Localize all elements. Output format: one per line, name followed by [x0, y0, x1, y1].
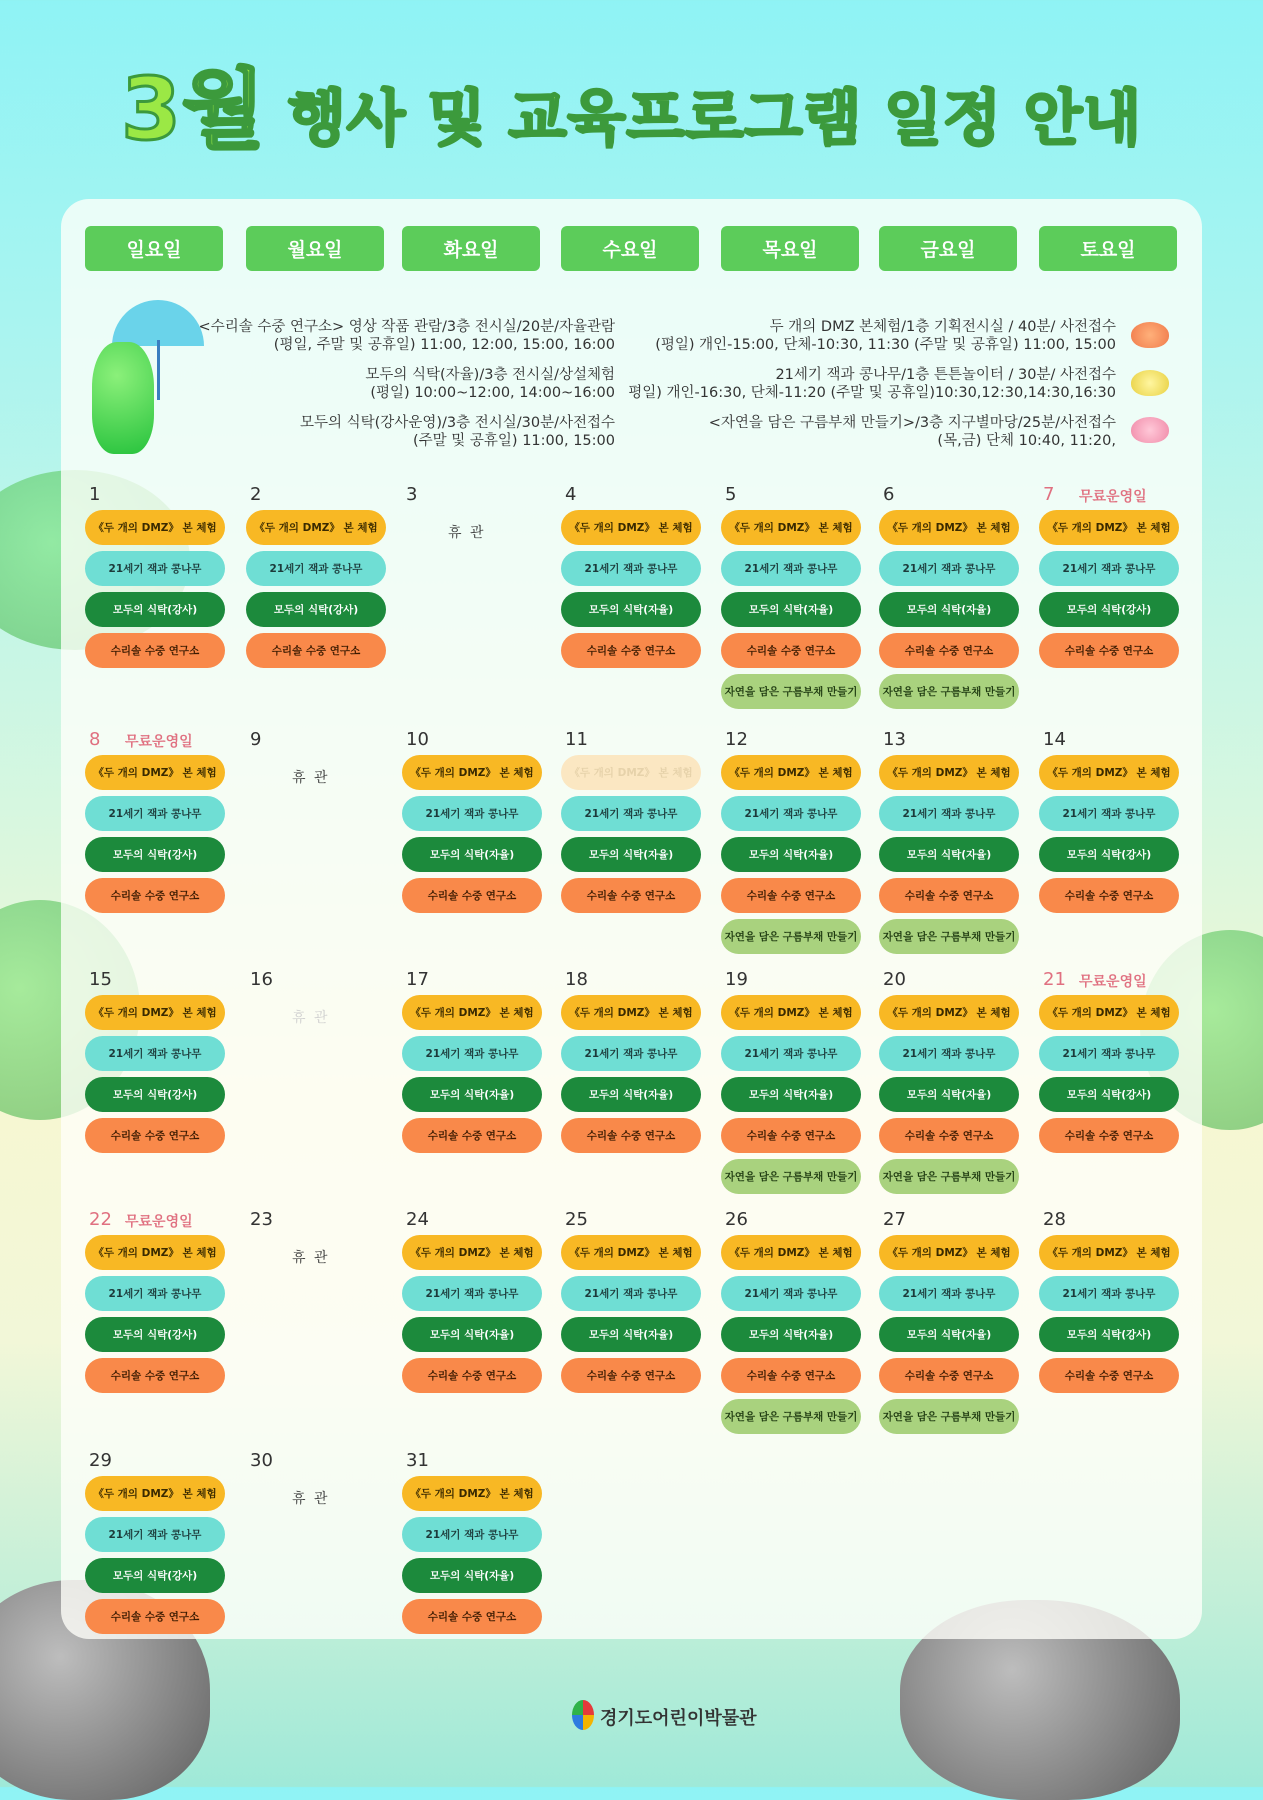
- event-dmz: 《두 개의 DMZ》 본 체험: [1039, 510, 1179, 545]
- info-dmz: 두 개의 DMZ 본체험/1층 기획전시실 / 40분/ 사전접수 (평일) 개인-15:00, 단체-10:30, 11:30 (주말 및 공휴일) 11:00, 15:00: [655, 319, 1116, 353]
- event-art: 수리솔 수중 연구소: [402, 1599, 542, 1634]
- date-number: 13: [883, 729, 906, 750]
- date-number: 2: [250, 484, 262, 505]
- event-art: 수리솔 수중 연구소: [402, 1358, 542, 1393]
- event-art: 수리솔 수중 연구소: [1039, 1118, 1179, 1153]
- info-table-self: 모두의 식탁(자율)/3층 전시실/상설체험 (평일) 10:00~12:00, 14:00~16:00: [365, 367, 615, 401]
- info-jack-beanstalk: 21세기 잭과 콩나무/1층 튼튼놀이터 / 30분/ 사전접수 평일) 개인-16:30, 단체-11:20 (주말 및 공휴일)10:30,12:30,14:30,16:30: [628, 367, 1116, 401]
- event-tree: 21세기 잭과 콩나무: [721, 551, 861, 586]
- museum-logo-icon: [572, 1700, 594, 1730]
- event-tree: 21세기 잭과 콩나무: [1039, 1276, 1179, 1311]
- event-tree: 21세기 잭과 콩나무: [561, 1036, 701, 1071]
- date-number: 6: [883, 484, 895, 505]
- event-dmz: 《두 개의 DMZ》 본 체험: [721, 1235, 861, 1270]
- date-number: 5: [725, 484, 737, 505]
- event-cloud: 자연을 담은 구름부채 만들기: [879, 919, 1019, 954]
- event-art: 수리솔 수중 연구소: [879, 878, 1019, 913]
- event-tree: 21세기 잭과 콩나무: [402, 796, 542, 831]
- event-art: 수리솔 수중 연구소: [246, 633, 386, 668]
- event-art: 수리솔 수중 연구소: [1039, 633, 1179, 668]
- date-number: 14: [1043, 729, 1066, 750]
- event-art: 수리솔 수중 연구소: [1039, 878, 1179, 913]
- event-table-self: 모두의 식탁(자율): [879, 592, 1019, 627]
- event-dmz: 《두 개의 DMZ》 본 체험: [402, 995, 542, 1030]
- event-table-instructor: 모두의 식탁(강사): [85, 592, 225, 627]
- event-tree: 21세기 잭과 콩나무: [1039, 1036, 1179, 1071]
- info-cloud-fan: <자연을 담은 구름부채 만들기>/3층 지구별마당/25분/사전접수 (목,금) 단체 10:40, 11:20,: [708, 415, 1116, 449]
- event-art: 수리솔 수중 연구소: [721, 878, 861, 913]
- event-dmz: 《두 개의 DMZ》 본 체험: [85, 1476, 225, 1511]
- event-dmz: 《두 개의 DMZ》 본 체험: [1039, 1235, 1179, 1270]
- event-dmz: 《두 개의 DMZ》 본 체험: [721, 755, 861, 790]
- umbrella-stick: [157, 340, 160, 400]
- date-number: 9: [250, 729, 262, 750]
- date-number: 16: [250, 969, 273, 990]
- event-cloud: 자연을 담은 구름부채 만들기: [879, 1399, 1019, 1434]
- museum-logo: 경기도어린이박물관: [600, 1708, 757, 1729]
- event-table-instructor: 모두의 식탁(강사): [85, 1317, 225, 1352]
- weekday-header: 금요일: [879, 226, 1017, 271]
- date-number: 23: [250, 1209, 273, 1230]
- event-dmz: 《두 개의 DMZ》 본 체험: [85, 1235, 225, 1270]
- event-table-self: 모두의 식탁(자율): [561, 837, 701, 872]
- event-dmz: 《두 개의 DMZ》 본 체험: [879, 1235, 1019, 1270]
- event-dmz: 《두 개의 DMZ》 본 체험: [85, 995, 225, 1030]
- date-number: 8: [89, 729, 101, 750]
- event-tree: 21세기 잭과 콩나무: [561, 796, 701, 831]
- event-dmz: 《두 개의 DMZ》 본 체험: [879, 510, 1019, 545]
- event-art: 수리솔 수중 연구소: [561, 1118, 701, 1153]
- lotus-orange-icon: [1131, 322, 1169, 348]
- event-dmz: 《두 개의 DMZ》 본 체험: [879, 755, 1019, 790]
- date-number: 19: [725, 969, 748, 990]
- event-tree: 21세기 잭과 콩나무: [85, 796, 225, 831]
- event-art: 수리솔 수중 연구소: [879, 633, 1019, 668]
- event-table-self: 모두의 식탁(자율): [561, 1317, 701, 1352]
- event-table-self: 모두의 식탁(자율): [402, 1077, 542, 1112]
- date-number: 24: [406, 1209, 429, 1230]
- event-tree: 21세기 잭과 콩나무: [721, 1276, 861, 1311]
- weekday-header: 토요일: [1039, 226, 1177, 271]
- date-number: 29: [89, 1450, 112, 1471]
- weekday-header: 화요일: [402, 226, 540, 271]
- free-day-label: 무료운영일: [125, 734, 193, 750]
- event-table-self: 모두의 식탁(자율): [721, 1317, 861, 1352]
- event-cloud: 자연을 담은 구름부채 만들기: [721, 674, 861, 709]
- event-art: 수리솔 수중 연구소: [402, 1118, 542, 1153]
- event-tree: 21세기 잭과 콩나무: [1039, 796, 1179, 831]
- event-dmz: 《두 개의 DMZ》 본 체험: [85, 510, 225, 545]
- event-dmz: 《두 개의 DMZ》 본 체험: [402, 755, 542, 790]
- event-dmz: 《두 개의 DMZ》 본 체험: [1039, 755, 1179, 790]
- title-text: 행사 및 교육프로그램 일정 안내: [265, 84, 1142, 154]
- closed-label: 휴 관: [448, 525, 486, 541]
- closed-label: 휴 관: [292, 1010, 330, 1026]
- event-tree: 21세기 잭과 콩나무: [1039, 551, 1179, 586]
- free-day-label: 무료운영일: [125, 1214, 193, 1230]
- event-table-instructor: 모두의 식탁(강사): [85, 1558, 225, 1593]
- event-cloud: 자연을 담은 구름부채 만들기: [879, 1159, 1019, 1194]
- date-number: 3: [406, 484, 418, 505]
- event-art: 수리솔 수중 연구소: [85, 633, 225, 668]
- info-art-video: <수리솔 수중 연구소> 영상 작품 관람/3층 전시실/20분/자율관람 (평일, 주말 및 공휴일) 11:00, 12:00, 15:00, 16:00: [198, 319, 615, 353]
- event-art: 수리솔 수중 연구소: [85, 1599, 225, 1634]
- event-tree: 21세기 잭과 콩나무: [85, 1517, 225, 1552]
- date-number: 17: [406, 969, 429, 990]
- event-cloud: 자연을 담은 구름부채 만들기: [721, 1399, 861, 1434]
- date-number: 31: [406, 1450, 429, 1471]
- event-table-self: 모두의 식탁(자율): [561, 592, 701, 627]
- event-tree: 21세기 잭과 콩나무: [879, 796, 1019, 831]
- event-dmz: 《두 개의 DMZ》 본 체험: [561, 510, 701, 545]
- event-tree: 21세기 잭과 콩나무: [879, 1276, 1019, 1311]
- event-dmz: 《두 개의 DMZ》 본 체험: [561, 995, 701, 1030]
- date-number: 4: [565, 484, 577, 505]
- event-cloud: 자연을 담은 구름부채 만들기: [721, 1159, 861, 1194]
- closed-label: 휴 관: [292, 770, 330, 786]
- event-dmz: 《두 개의 DMZ》 본 체험: [1039, 995, 1179, 1030]
- event-tree: 21세기 잭과 콩나무: [402, 1036, 542, 1071]
- event-table-self: 모두의 식탁(자율): [721, 837, 861, 872]
- event-table-self: 모두의 식탁(자율): [721, 592, 861, 627]
- weekday-header: 수요일: [561, 226, 699, 271]
- event-table-instructor: 모두의 식탁(강사): [246, 592, 386, 627]
- date-number: 15: [89, 969, 112, 990]
- event-table-self: 모두의 식탁(자율): [402, 1317, 542, 1352]
- date-number: 11: [565, 729, 588, 750]
- event-tree: 21세기 잭과 콩나무: [85, 1036, 225, 1071]
- event-table-instructor: 모두의 식탁(강사): [1039, 1077, 1179, 1112]
- event-table-self: 모두의 식탁(자율): [402, 837, 542, 872]
- event-dmz: 《두 개의 DMZ》 본 체험: [721, 510, 861, 545]
- event-art: 수리솔 수중 연구소: [879, 1358, 1019, 1393]
- event-tree: 21세기 잭과 콩나무: [879, 551, 1019, 586]
- program-info-left: [199, 318, 615, 462]
- event-table-self: 모두의 식탁(자율): [402, 1558, 542, 1593]
- event-table-self: 모두의 식탁(자율): [561, 1077, 701, 1112]
- weekday-header: 목요일: [721, 226, 859, 271]
- date-number: 27: [883, 1209, 906, 1230]
- event-dmz: 《두 개의 DMZ》 본 체험: [402, 1235, 542, 1270]
- event-dmz: 《두 개의 DMZ》 본 체험: [561, 1235, 701, 1270]
- event-art: 수리솔 수중 연구소: [721, 1118, 861, 1153]
- event-dmz: 《두 개의 DMZ》 본 체험: [721, 995, 861, 1030]
- event-art: 수리솔 수중 연구소: [402, 878, 542, 913]
- date-number: 26: [725, 1209, 748, 1230]
- closed-label: 휴 관: [292, 1250, 330, 1266]
- event-table-instructor: 모두의 식탁(강사): [1039, 592, 1179, 627]
- event-tree: 21세기 잭과 콩나무: [561, 551, 701, 586]
- event-dmz: 《두 개의 DMZ》 본 체험: [561, 755, 701, 790]
- event-tree: 21세기 잭과 콩나무: [85, 1276, 225, 1311]
- event-table-self: 모두의 식탁(자율): [721, 1077, 861, 1112]
- event-tree: 21세기 잭과 콩나무: [85, 551, 225, 586]
- closed-label: 휴 관: [292, 1491, 330, 1507]
- free-day-label: 무료운영일: [1079, 489, 1147, 505]
- event-art: 수리솔 수중 연구소: [721, 1358, 861, 1393]
- date-number: 22: [89, 1209, 112, 1230]
- date-number: 1: [89, 484, 101, 505]
- event-art: 수리솔 수중 연구소: [85, 1118, 225, 1153]
- weekday-header: 일요일: [85, 226, 223, 271]
- event-art: 수리솔 수중 연구소: [721, 633, 861, 668]
- event-art: 수리솔 수중 연구소: [1039, 1358, 1179, 1393]
- event-table-instructor: 모두의 식탁(강사): [1039, 1317, 1179, 1352]
- event-table-self: 모두의 식탁(자율): [879, 837, 1019, 872]
- event-tree: 21세기 잭과 콩나무: [246, 551, 386, 586]
- event-art: 수리솔 수중 연구소: [561, 633, 701, 668]
- frog-mascot-icon: [92, 342, 154, 454]
- event-art: 수리솔 수중 연구소: [561, 1358, 701, 1393]
- lotus-yellow-icon: [1131, 370, 1169, 396]
- date-number: 30: [250, 1450, 273, 1471]
- weekday-header: 월요일: [246, 226, 384, 271]
- event-tree: 21세기 잭과 콩나무: [402, 1276, 542, 1311]
- event-tree: 21세기 잭과 콩나무: [402, 1517, 542, 1552]
- date-number: 18: [565, 969, 588, 990]
- event-table-instructor: 모두의 식탁(강사): [85, 837, 225, 872]
- date-number: 21: [1043, 969, 1066, 990]
- event-tree: 21세기 잭과 콩나무: [721, 1036, 861, 1071]
- date-number: 12: [725, 729, 748, 750]
- event-cloud: 자연을 담은 구름부채 만들기: [721, 919, 861, 954]
- event-tree: 21세기 잭과 콩나무: [721, 796, 861, 831]
- event-dmz: 《두 개의 DMZ》 본 체험: [879, 995, 1019, 1030]
- event-dmz: 《두 개의 DMZ》 본 체험: [246, 510, 386, 545]
- program-info-right: [628, 318, 1116, 462]
- event-table-self: 모두의 식탁(자율): [879, 1077, 1019, 1112]
- lotus-pink-icon: [1131, 417, 1169, 443]
- event-dmz: 《두 개의 DMZ》 본 체험: [402, 1476, 542, 1511]
- event-tree: 21세기 잭과 콩나무: [879, 1036, 1019, 1071]
- free-day-label: 무료운영일: [1079, 974, 1147, 990]
- event-art: 수리솔 수중 연구소: [85, 878, 225, 913]
- event-table-instructor: 모두의 식탁(강사): [85, 1077, 225, 1112]
- date-number: 25: [565, 1209, 588, 1230]
- event-table-instructor: 모두의 식탁(강사): [1039, 837, 1179, 872]
- date-number: 10: [406, 729, 429, 750]
- date-number: 20: [883, 969, 906, 990]
- event-art: 수리솔 수중 연구소: [879, 1118, 1019, 1153]
- event-tree: 21세기 잭과 콩나무: [561, 1276, 701, 1311]
- event-dmz: 《두 개의 DMZ》 본 체험: [85, 755, 225, 790]
- event-cloud: 자연을 담은 구름부채 만들기: [879, 674, 1019, 709]
- event-art: 수리솔 수중 연구소: [561, 878, 701, 913]
- event-art: 수리솔 수중 연구소: [85, 1358, 225, 1393]
- event-table-self: 모두의 식탁(자율): [879, 1317, 1019, 1352]
- page-title: [0, 40, 1263, 164]
- title-month: 3월: [121, 60, 266, 160]
- info-table-instructor: 모두의 식탁(강사운영)/3층 전시실/30분/사전접수 (주말 및 공휴일) 11:00, 15:00: [300, 415, 615, 449]
- date-number: 28: [1043, 1209, 1066, 1230]
- date-number: 7: [1043, 484, 1055, 505]
